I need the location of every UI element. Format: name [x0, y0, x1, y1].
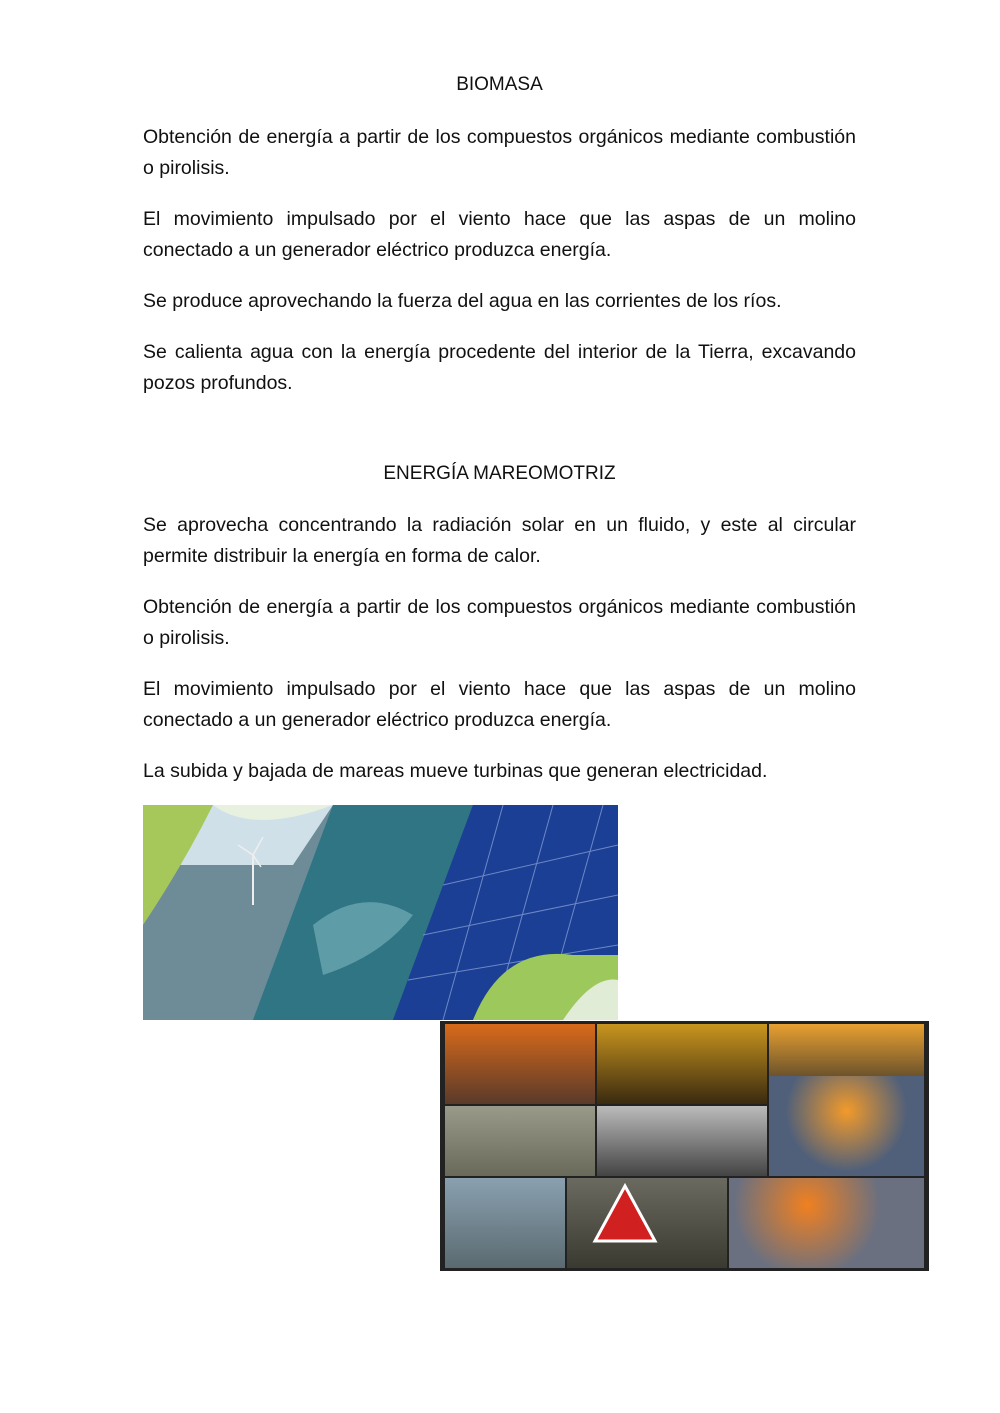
- hazard-sign-icon: [590, 1181, 660, 1251]
- paragraph: El movimiento impulsado por el viento hace que las aspas de un molino conectado a un generador eléctrico produzca energía.: [143, 678, 856, 731]
- paragraph: La subida y bajada de mareas mueve turbinas que generan electricidad.: [143, 760, 768, 782]
- section-title-mareomotriz: ENERGÍA MAREOMOTRIZ: [383, 463, 616, 484]
- paragraph: Se calienta agua con la energía procedente del interior de la Tierra, excavando pozos profundos.: [143, 341, 856, 394]
- section-title-biomasa: BIOMASA: [456, 74, 543, 95]
- renewable-collage-graphic: [143, 805, 618, 1020]
- renewable-energy-image: [143, 805, 618, 1020]
- paragraph: Se produce aprovechando la fuerza del agua en las corrientes de los ríos.: [143, 290, 782, 312]
- paragraph: Obtención de energía a partir de los compuestos orgánicos mediante combustión o pirolisis.: [143, 126, 856, 179]
- paragraph: Obtención de energía a partir de los compuestos orgánicos mediante combustión o pirolisis.: [143, 596, 856, 649]
- paragraph: El movimiento impulsado por el viento hace que las aspas de un molino conectado a un generador eléctrico produzca energía.: [143, 208, 856, 261]
- fossil-energy-collage-image: [440, 1021, 929, 1271]
- paragraph: Se aprovecha concentrando la radiación solar en un fluido, y este al circular permite distribuir la energía en forma de calor.: [143, 514, 856, 567]
